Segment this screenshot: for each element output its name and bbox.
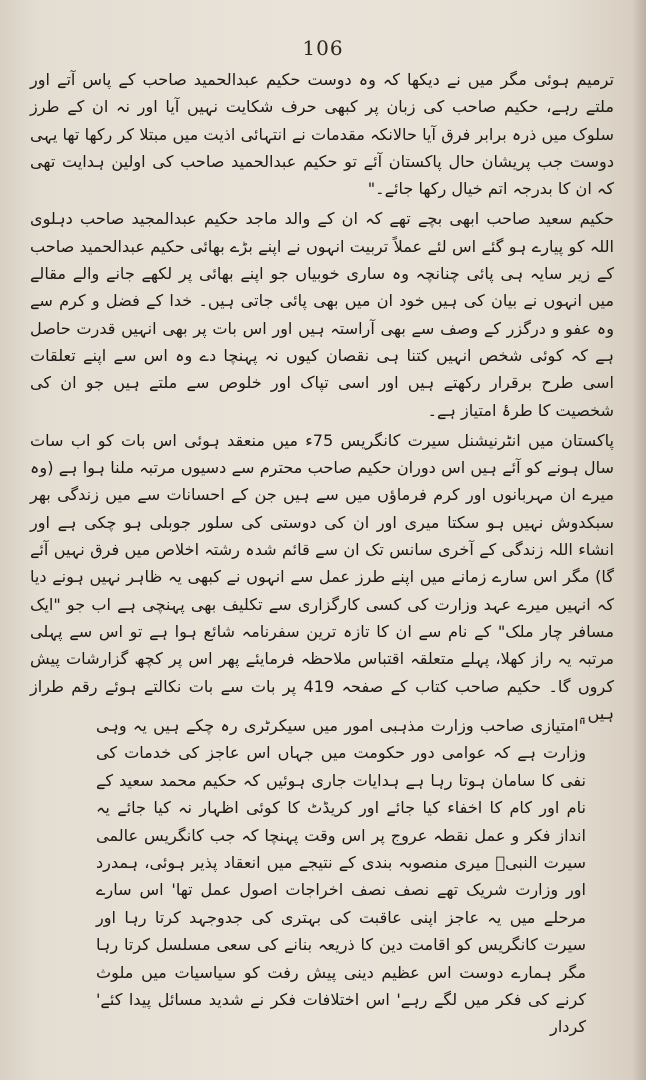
paragraph: پاکستان میں انٹرنیشنل سیرت کانگریس 75ء میں منعقد ہوئی اس بات کو اب سات سال ہونے کو آئے ہیں اس دوران حکیم صاحب محترم سے دسیوں مرتبہ ملنا ہوا ہے (وہ میرے ان مہربانوں اور کرم فرماؤں میں سے ہیں جن کے احسانات سے میں زندگی بھر سبکدوش نہیں ہو سکتا میری اور ان کی دوستی کی سلور جوبلی ہو چکی ہے اور انشاء اللہ زندگی کے آخری سانس تک ان سے قائم شدہ رشتہ اخلاص میں فرق نہیں آئے گا) مگر اس سارے زمانے میں اپنے طرز عمل سے انہوں نے کبھی یہ ظاہر نہیں ہونے دیا کہ انہیں میرے عہد وزارت کی کسی کارگزاری سے تکلیف بھی پہنچی ہے اب جو "ایک مسافر چار ملک" کے نام سے ان کا تازہ ترین سفرنامہ شائع ہوا ہے تو اس سے پہلی مرتبہ یہ راز کھلا، پہلے متعلقہ اقتباس ملاحظہ فرمایئے پھر اس پر کچھ گزارشات پیش کروں گا۔ حکیم صاحب کتاب کے صفحہ 419 پر بات سے بات نکالتے ہوئے رقم طراز ہیں۔ — [30, 430, 614, 723]
block-quote: "امتیازی صاحب وزارت مذہبی امور میں سیکرٹری رہ چکے ہیں یہ وہی وزارت ہے کہ عوامی دور حکومت میں جہاں اس عاجز کی خدمات کی نفی کا سامان ہوتا رہا ہے ہدایات جاری ہوئیں کہ حکیم محمد سعید کے نام اور کام کا اخفاء کیا جائے اور کریڈٹ کا کوئی اظہار نہ کیا جائے یہ انداز فکر و عمل نقطہ عروج پر اس وقت پہنچا کہ جب کانگریس عالمی سیرت النبیؐ میری منصوبہ بندی کے نتیجے میں انعقاد پذیر ہوئی، ہمدرد اور وزارت شریک تھے نصف نصف اخراجات اصول عمل تھا' اس سارے مرحلے میں یہ عاجز اپنی عاقبت کی بہتری کی جدوجہد کرتا رہا اور سیرت کانگریس کو اقامت دین کا ذریعہ بنانے کی سعی مسلسل کرتا رہا مگر ہمارے دوست اس عظیم دینی پیش رفت کو سیاسیات میں ملوث کرنے کی فکر میں لگے رہے' اس اختلافات فکر نے شدید مسائل پیدا کئے' کردار — [96, 716, 586, 1037]
body-text — [30, 66, 614, 730]
paragraph: حکیم سعید صاحب ابھی بچے تھے کہ ان کے والد ماجد حکیم عبدالمجید صاحب دہلوی اللہ کو پیارے ہو گئے اس لئے عملاً تربیت انہوں نے اپنے بڑے بھائی حکیم عبدالحمید صاحب کے زیر سایہ ہی پائی چنانچہ وہ ساری خوبیاں جو اپنے بھائی پر لکھے جانے والے مقالے میں انہوں نے بیان کی ہیں خود ان میں بھی پائی جاتی ہیں۔ خدا کے فضل و کرم سے وہ عفو و درگزر کے وصف سے بھی آراستہ ہیں اور اس بات پر بھی انہیں قدرت حاصل ہے کہ کوئی شخص انہیں کتنا ہی نقصان کیوں نہ پہنچا دے وہ اس سے اپنے تعلقات اسی طرح برقرار رکھتے ہیں اور اسی تپاک اور خلوص سے ملتے ہیں جو ان کی شخصیت کا طرۂ امتیاز ہے۔ — [30, 209, 614, 420]
paragraph: ترمیم ہوئی مگر میں نے دیکھا کہ وہ دوست حکیم عبدالحمید صاحب کے پاس آتے اور ملتے رہے، حکیم صاحب کی زبان پر کبھی حرف شکایت نہیں آیا اور نہ ان کے طرز سلوک میں ذرہ برابر فرق آیا حالانکہ مقدمات نے انتہائی اذیت میں مبتلا کر رکھا تھا یہی دوست جب پریشان حال پاکستان آئے تو حکیم عبدالحمید صاحب کی اولین ہدایت تھی کہ ان کا بدرجہ اتم خیال رکھا جائے۔" — [30, 70, 614, 199]
page-edge-shadow — [632, 0, 646, 1080]
page-number: 106 — [302, 36, 344, 60]
